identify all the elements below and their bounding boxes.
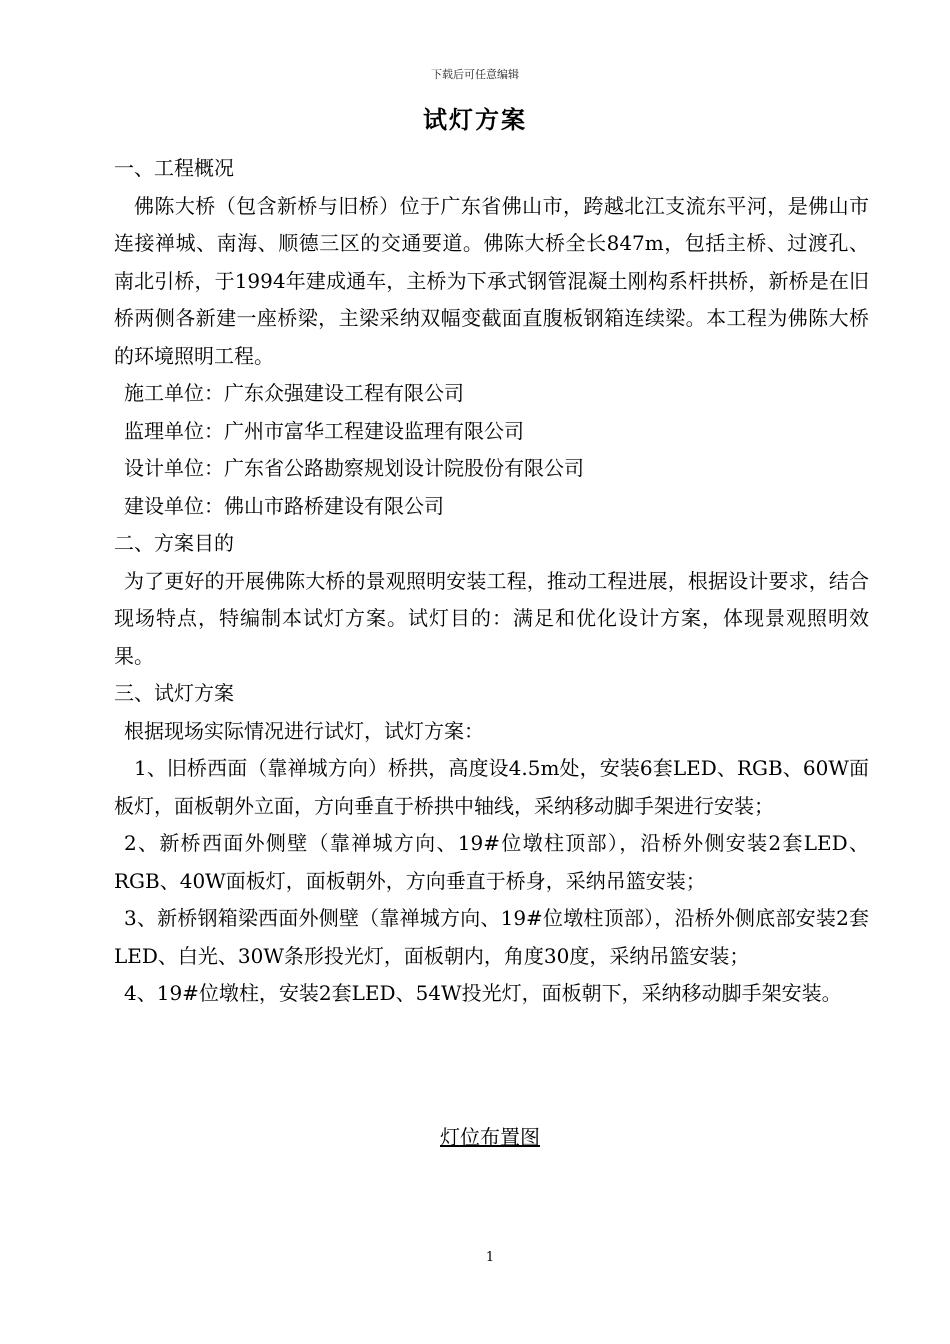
- document-title: 试灯方案: [423, 105, 527, 134]
- lamp-layout-title: 灯位布置图: [440, 1125, 540, 1149]
- header-note: 下载后可任意编辑: [431, 68, 519, 81]
- construction-unit: 施工单位：广东众强建设工程有限公司: [124, 381, 464, 405]
- plan-item: 3、新桥钢箱梁西面外侧壁（靠禅城方向、19#位墩柱顶部），沿桥外侧底部安装2套LED、白光、30W条形投光灯，面板朝内，角度30度，采纳吊篮安装；: [114, 906, 869, 968]
- document-body: [114, 150, 869, 1013]
- section-heading-overview: 一、工程概况: [114, 156, 234, 180]
- plan-item: 1、旧桥西面（靠禅城方向）桥拱，高度设4.5m处，安装6套LED、RGB、60W面板灯，面板朝外立面，方向垂直于桥拱中轴线，采纳移动脚手架进行安装；: [114, 756, 869, 818]
- plan-item: 2、新桥西面外侧壁（靠禅城方向、19#位墩柱顶部），沿桥外侧安装2套LED、RGB、40W面板灯，面板朝外，方向垂直于桥身，采纳吊篮安装；: [114, 831, 869, 893]
- plan-intro: 根据现场实际情况进行试灯，试灯方案：: [124, 718, 484, 743]
- design-unit: 设计单位：广东省公路勘察规划设计院股份有限公司: [124, 456, 584, 480]
- section-heading-plan: 三、试灯方案: [114, 681, 234, 705]
- purpose-paragraph: 为了更好的开展佛陈大桥的景观照明安装工程，推动工程进展，根据设计要求，结合现场特点，特编制本试灯方案。试灯目的：满足和优化设计方案，体现景观照明效果。: [114, 568, 869, 668]
- overview-paragraph: 佛陈大桥（包含新桥与旧桥）位于广东省佛山市，跨越北江支流东平河，是佛山市连接禅城、南海、顺德三区的交通要道。佛陈大桥全长847m，包括主桥、过渡孔、南北引桥，于1994年建成通车，主桥为下承式钢管混凝土刚构系杆拱桥，新桥是在旧桥两侧各新建一座桥梁，主梁采纳双幅变截面直腹板钢箱连续梁。本工程为佛陈大桥的环境照明工程。: [114, 193, 869, 368]
- page-number: 1: [485, 1250, 495, 1265]
- owner-unit: 建设单位：佛山市路桥建设有限公司: [124, 493, 444, 518]
- plan-item: 4、19#位墩柱，安装2套LED、54W投光灯，面板朝下，采纳移动脚手架安装。: [124, 981, 842, 1005]
- section-heading-purpose: 二、方案目的: [114, 531, 234, 555]
- supervision-unit: 监理单位：广州市富华工程建设监理有限公司: [124, 418, 524, 443]
